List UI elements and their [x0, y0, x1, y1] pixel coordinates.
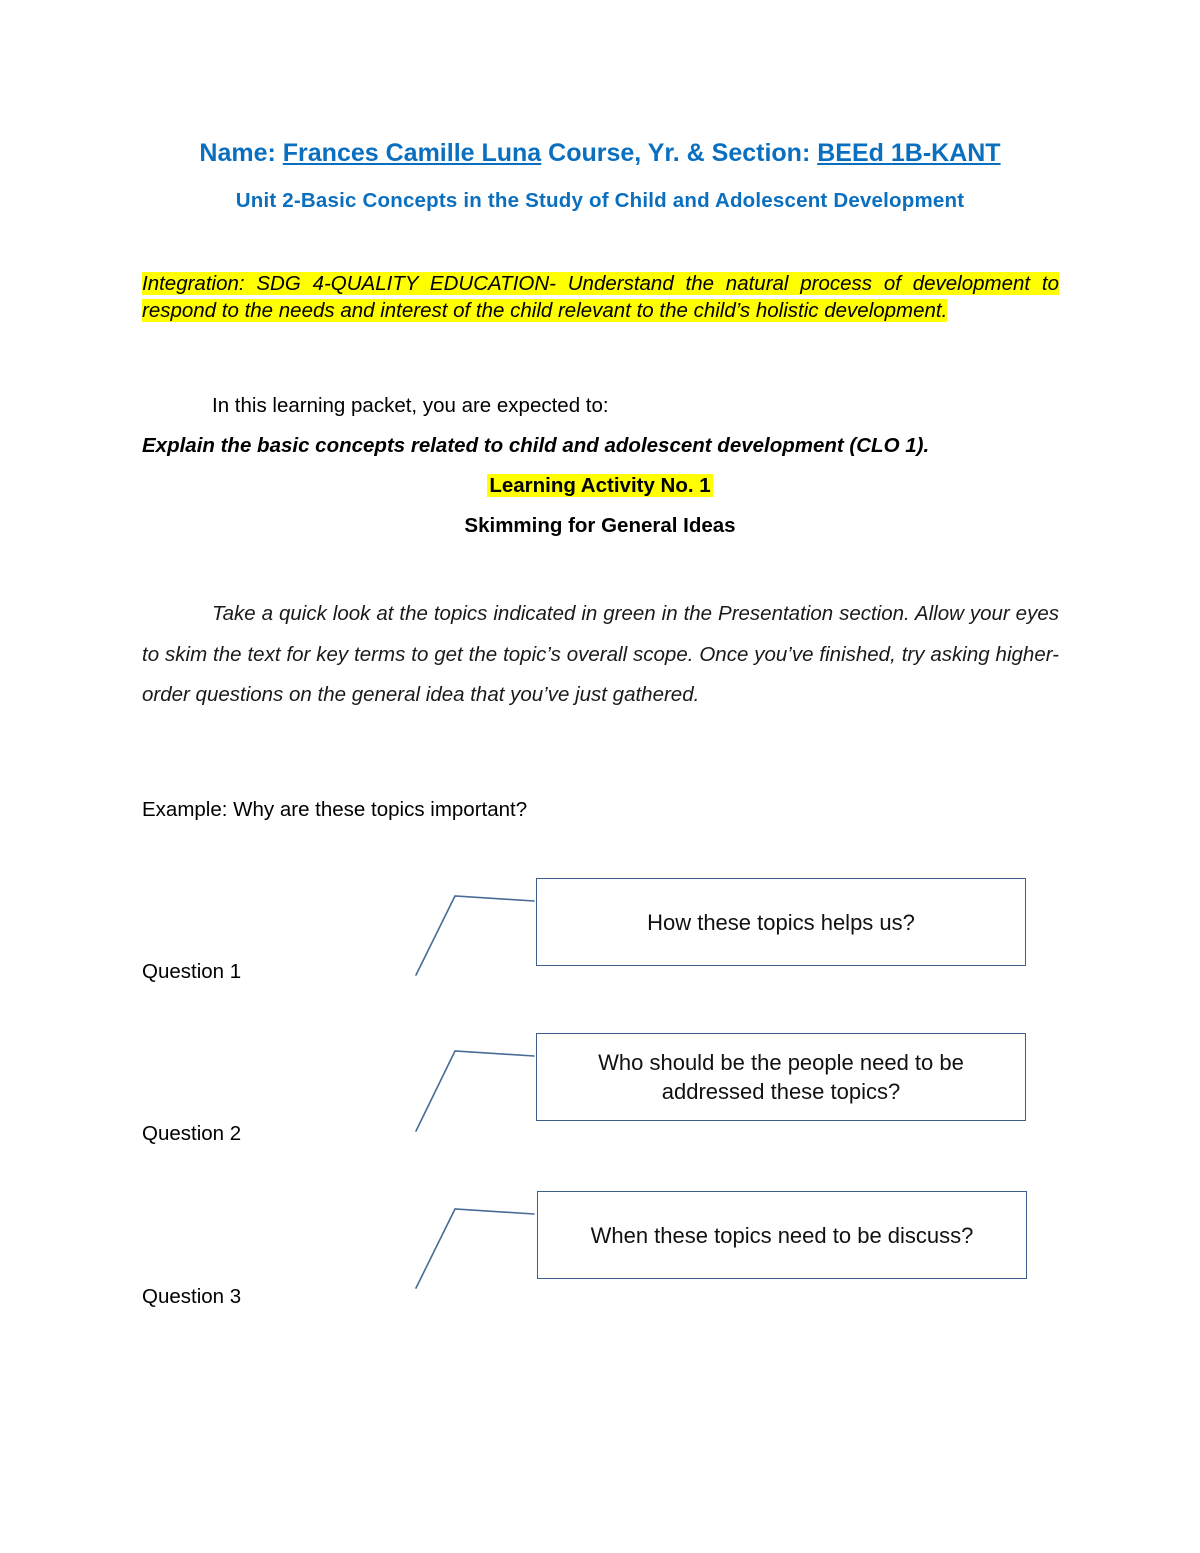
intro-text: In this learning packet, you are expected to:: [212, 394, 609, 417]
question-1-text: How these topics helps us?: [647, 909, 915, 935]
student-info-line: [0, 139, 1200, 168]
learning-objective: Explain the basic concepts related to child and adolescent development (CLO 1).: [142, 434, 930, 457]
question-3-label: Question 3: [142, 1285, 242, 1308]
activity-title-text: Learning Activity No. 1: [489, 474, 711, 497]
question-2-box: [536, 1033, 1026, 1121]
integration-statement: [142, 270, 1059, 324]
example-question: Example: Why are these topics important?: [142, 798, 528, 821]
question-1-box: [536, 878, 1026, 966]
question-2-text: Who should be the people need to be addressed these topics?: [598, 1050, 964, 1104]
unit-title: Unit 2-Basic Concepts in the Study of Child and Adolescent Development: [235, 189, 965, 212]
activity-instructions: Take a quick look at the topics indicated in green in the Presentation section. Allow your eyes to skim the text for key terms to get the topic’s overall scope. Once you’ve finished, try asking higher-order questions on the general idea that you’ve just gathered.: [142, 602, 1059, 706]
callout-line-1: [416, 896, 534, 975]
course-section: BEEd 1B-KANT: [817, 139, 1001, 167]
name-label: Name:: [199, 139, 276, 167]
question-1-label: Question 1: [142, 960, 242, 983]
activity-title: [0, 474, 1200, 498]
callout-line-2: [416, 1051, 534, 1131]
question-3-text: When these topics need to be discuss?: [590, 1222, 974, 1248]
student-name: Frances Camille Luna: [282, 139, 542, 167]
integration-text: Integration: SDG 4-QUALITY EDUCATION- Understand the natural process of development to respond to the needs and interest of the child relevant to the child’s holistic development.: [142, 272, 1059, 322]
activity-subtitle: Skimming for General Ideas: [464, 514, 736, 537]
callout-line-3: [416, 1209, 534, 1288]
section-label: Course, Yr. & Section:: [548, 139, 811, 167]
question-3-box: [537, 1191, 1027, 1279]
question-2-label: Question 2: [142, 1122, 242, 1145]
